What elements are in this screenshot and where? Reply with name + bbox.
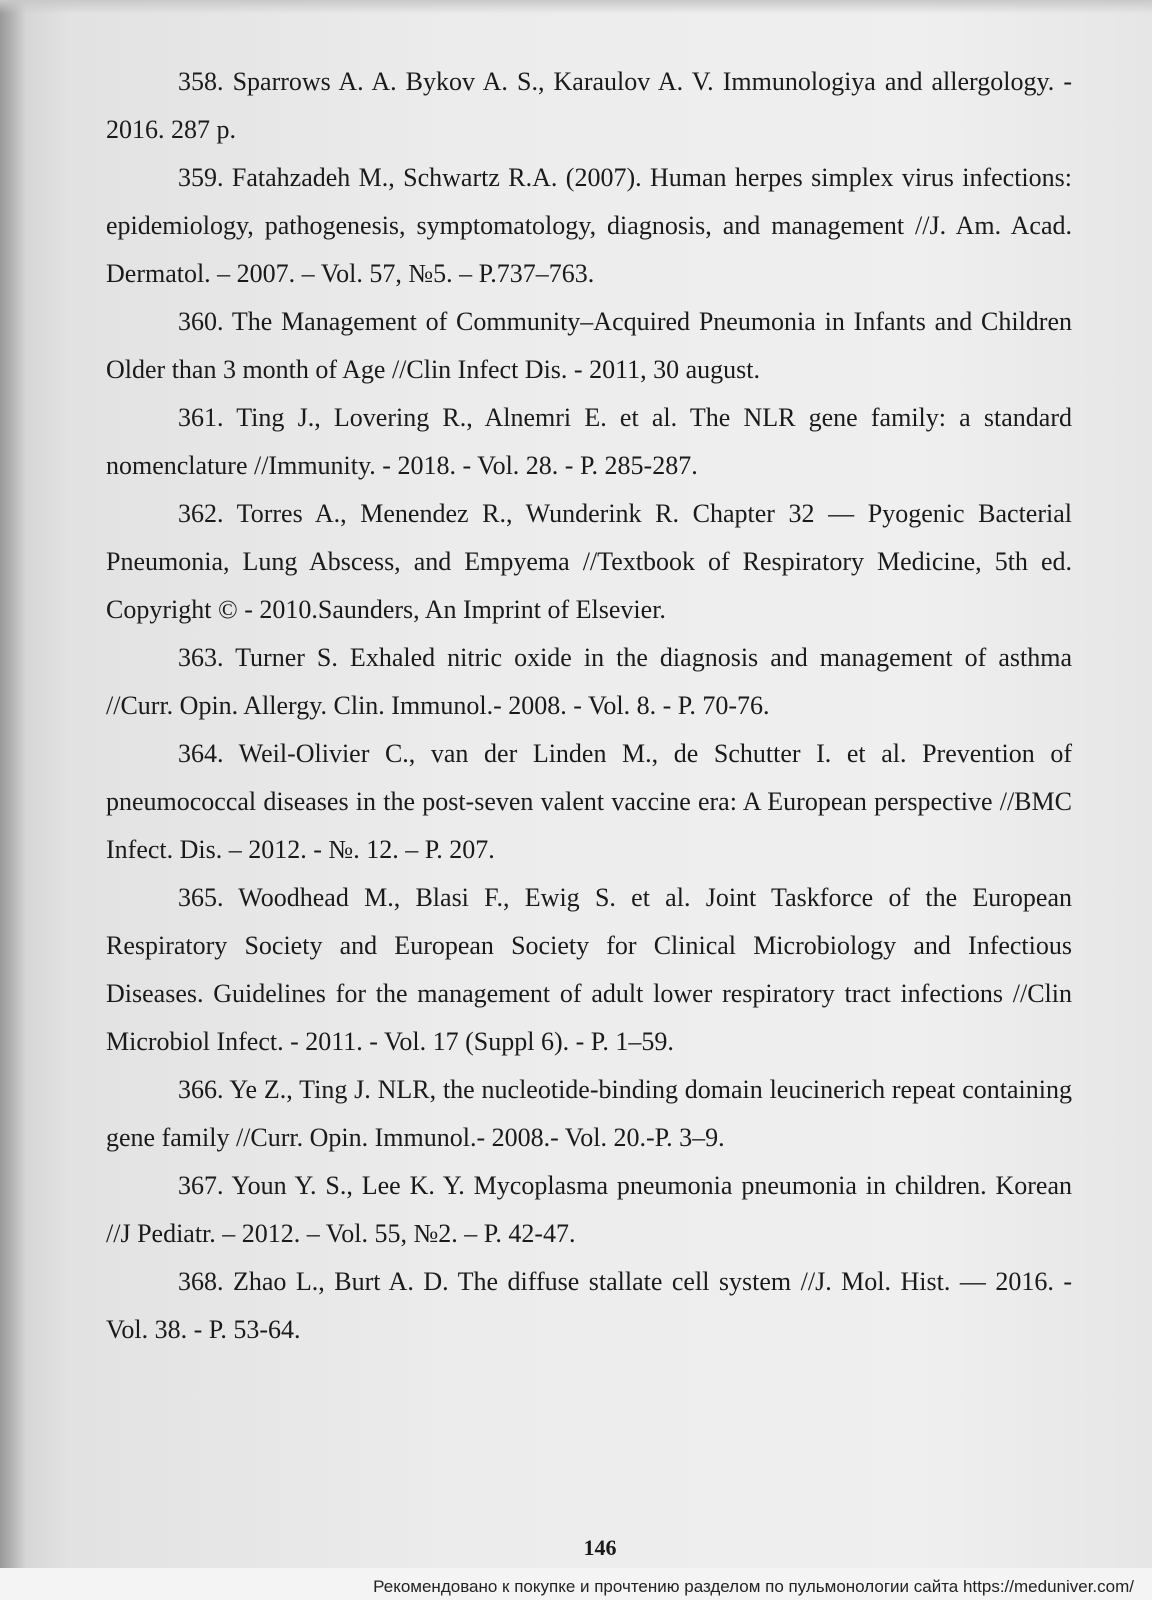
reference-359: 359. Fatahzadeh M., Schwartz R.A. (2007). Human herpes simplex virus infections: epidemiology, pathogenesis, symptomatology, diagnosis, and management //J. Am. Acad. Dermatol. – 2007. – Vol. 57, №5. – P.737–763. <box>106 163 1072 288</box>
page-number: 146 <box>583 1535 617 1560</box>
footer-note: Рекомендовано к покупке и прочтению разделом по пульмонологии сайта https://meduniver.com/ <box>373 1577 1134 1596</box>
reference-list <box>106 58 1072 1354</box>
footer-bar <box>0 1568 1152 1600</box>
reference-361: 361. Ting J., Lovering R., Alnemri E. et al. The NLR gene family: a standard nomenclature //Immunity. - 2018. - Vol. 28. - P. 285-287. <box>106 403 1072 480</box>
scan-shadow-left <box>0 0 26 1600</box>
reference-365: 365. Woodhead M., Blasi F., Ewig S. et al. Joint Taskforce of the European Respiratory Society and European Society for Clinical Microbiology and Infectious Diseases. Guidelines for the management of adult lower respiratory tract infections //Clin Microbiol Infect. - 2011. - Vol. 17 (Suppl 6). - P. 1–59. <box>106 883 1072 1056</box>
reference-366: 366. Ye Z., Ting J. NLR, the nucleotide-binding domain leucinerich repeat containing gene family //Curr. Opin. Immunol.- 2008.- Vol. 20.-P. 3–9. <box>106 1075 1072 1152</box>
reference-362: 362. Torres A., Menendez R., Wunderink R. Chapter 32 — Pyogenic Bacterial Pneumonia, Lung Abscess, and Empyema //Textbook of Respiratory Medicine, 5th ed. Copyright © - 2010.Saunders, An Imprint of Elsevier. <box>106 499 1072 624</box>
reference-358: 358. Sparrows A. A. Bykov A. S., Karaulov A. V. Immunologiya and allergology. - 2016. 287 p. <box>106 67 1072 144</box>
reference-368: 368. Zhao L., Burt A. D. The diffuse stallate cell system //J. Mol. Hist. — 2016. - Vol. 38. - P. 53-64. <box>106 1267 1072 1344</box>
scan-shadow-top <box>0 0 1152 14</box>
reference-363: 363. Turner S. Exhaled nitric oxide in the diagnosis and management of asthma //Curr. Opin. Allergy. Clin. Immunol.- 2008. - Vol. 8. - P. 70-76. <box>106 643 1072 720</box>
reference-364: 364. Weil-Olivier C., van der Linden M., de Schutter I. et al. Prevention of pneumococcal diseases in the post-seven valent vaccine era: A European perspective //BMC Infect. Dis. – 2012. - №. 12. – P. 207. <box>106 739 1072 864</box>
reference-360: 360. The Management of Community–Acquired Pneumonia in Infants and Children Older than 3 month of Age //Clin Infect Dis. - 2011, 30 august. <box>106 307 1072 384</box>
reference-367: 367. Youn Y. S., Lee K. Y. Mycoplasma pneumonia pneumonia in children. Korean //J Pediatr. – 2012. – Vol. 55, №2. – P. 42-47. <box>106 1171 1072 1248</box>
